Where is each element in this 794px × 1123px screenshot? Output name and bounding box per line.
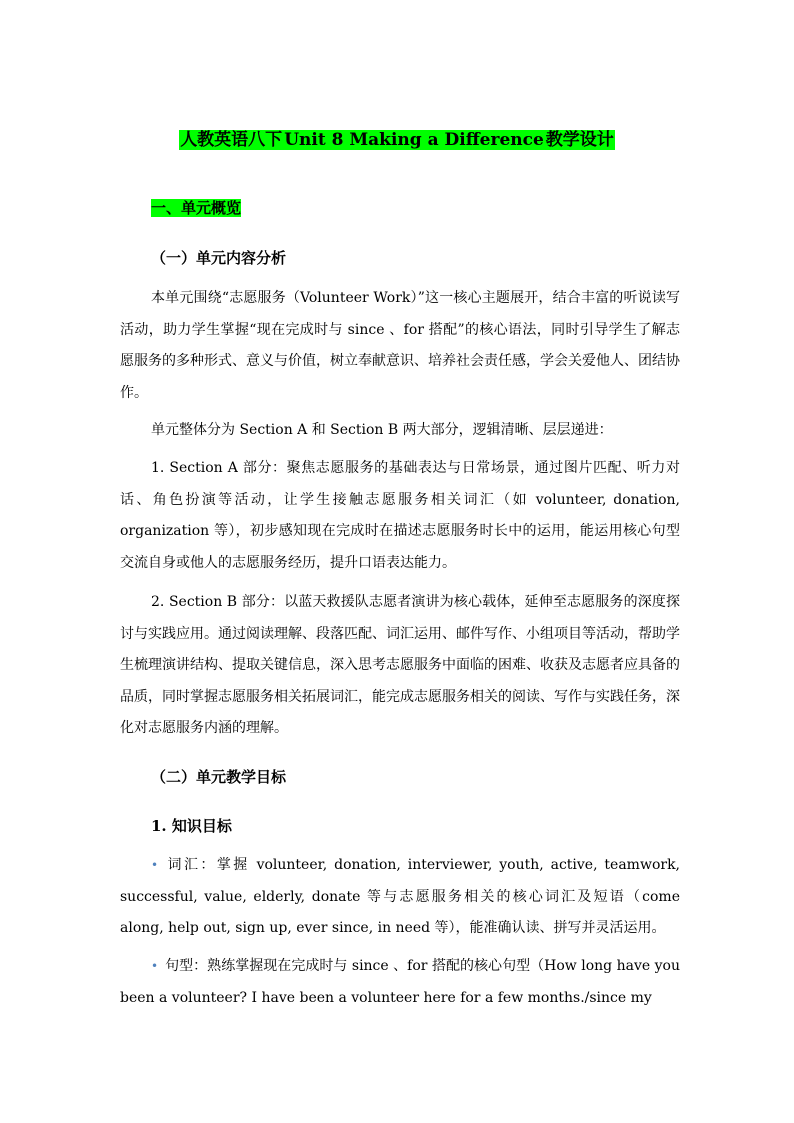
paragraph-section-b: 2. Section B 部分：以蓝天救援队志愿者演讲为核心载体，延伸至志愿服务的深度探讨与实践应用。通过阅读理解、段落匹配、词汇运用、邮件写作、小组项目等活动，帮助学生梳理演讲结构、提取关键信息，深入思考志愿服务中面临的困难、收获及志愿者应具备的品质，同时掌握志愿服务相关拓展词汇，能完成志愿服务相关的阅读、写作与实践任务，深化对志愿服务内涵的理解。 xyxy=(120,594,680,736)
section-heading-overview xyxy=(151,196,241,220)
paragraph-section-a: 1. Section A 部分：聚焦志愿服务的基础表达与日常场景，通过图片匹配、听力对话、角色扮演等活动，让学生接触志愿服务相关词汇（如 volunteer, donation, organization 等），初步感知现在完成时在描述志愿服务时长中的运用，能运用核心句型交流自身或他人的志愿服务经历，提升口语表达能力。 xyxy=(120,460,680,571)
title-part-3: 教学设计 xyxy=(545,130,614,150)
subsection-heading-content-analysis: （一）单元内容分析 xyxy=(151,249,287,267)
list-item-text: 句型：熟练掌握现在完成时与 since 、for 搭配的核心句型（How long have you been a volunteer? I have been a volunteer here for a few months./since my xyxy=(120,958,680,1006)
paragraph-structure: 单元整体分为 Section A 和 Section B 两大部分，逻辑清晰、层层递进： xyxy=(151,422,613,438)
section-heading-text: 一、单元概览 xyxy=(151,199,242,217)
bullet-icon: • xyxy=(151,858,159,872)
title-part-2: Unit 8 Making a Difference xyxy=(284,130,544,150)
list-item-text: 词汇：掌握 volunteer, donation, interviewer, youth, active, teamwork, successful, value, elderly, donate 等与志愿服务相关的核心词汇及短语（come along, help out, sign up, ever since, in need 等），能准确认读、拼写并灵活运用。 xyxy=(120,857,680,936)
list-item-vocabulary xyxy=(120,850,680,945)
paragraph-intro: 本单元围绕“志愿服务（Volunteer Work）”这一核心主题展开，结合丰富的听说读写活动，助力学生掌握“现在完成时与 since 、for 搭配”的核心语法，同时引导学生了解志愿服务的多种形式、意义与价值，树立奉献意识、培养社会责任感，学会关爱他人、团结协作。 xyxy=(120,290,680,401)
subsection-heading-teaching-goals: （二）单元教学目标 xyxy=(151,768,287,786)
title-part-1: 人教英语八下 xyxy=(180,130,283,150)
goal-heading-knowledge: 1. 知识目标 xyxy=(151,817,232,835)
bullet-icon: • xyxy=(151,959,159,973)
document-title xyxy=(0,127,794,153)
list-item-sentence-patterns xyxy=(120,951,680,1014)
